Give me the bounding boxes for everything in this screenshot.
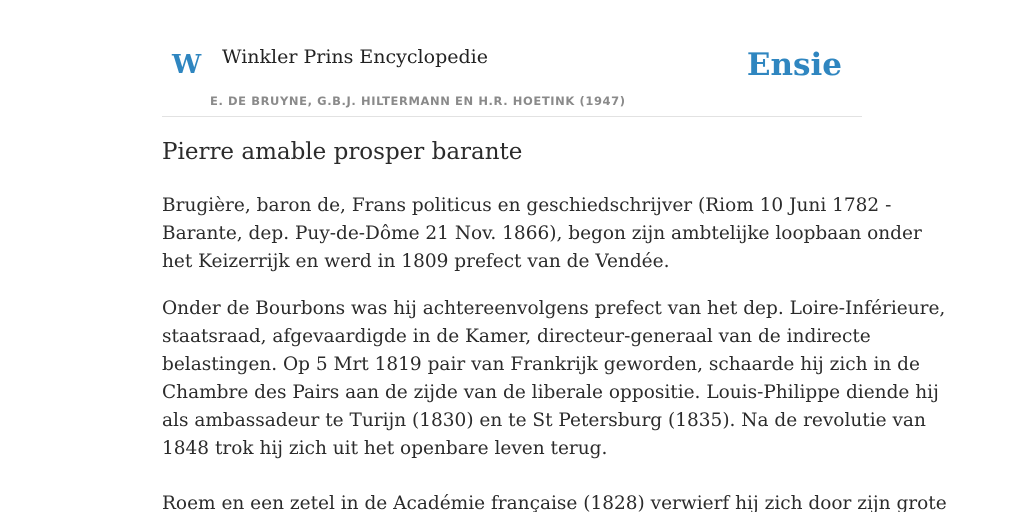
paragraph-line: Onder de Bourbons was hij achtereenvolgens prefect van het dep. Loire-Inférieure, (162, 298, 946, 319)
paragraph-line: Barante, dep. Puy-de-Dôme 21 Nov. 1866), begon zijn ambtelijke loopbaan onder (162, 223, 922, 244)
paragraph-line: 1848 trok hij zich uit het openbare leven terug. (162, 438, 608, 459)
article-paragraph-2 (162, 295, 946, 463)
ensie-brand-link[interactable]: Ensie (746, 47, 842, 83)
paragraph-line: Roem en een zetel in de Académie française (1828) verwierf hij zich door zijn grote (162, 493, 947, 512)
site-header (162, 0, 862, 117)
article-paragraph-3 (162, 490, 947, 512)
article-title: Pierre amable prosper barante (162, 139, 523, 165)
paragraph-line: Brugière, baron de, Frans politicus en geschiedschrijver (Riom 10 Juni 1782 - (162, 195, 892, 216)
paragraph-line: Chambre des Pairs aan de zijde van de liberale oppositie. Louis-Philippe diende hij (162, 382, 939, 403)
page (162, 0, 947, 512)
paragraph-line: als ambassadeur te Turijn (1830) en te St Petersburg (1835). Na de revolutie van (162, 410, 926, 431)
paragraph-line: staatsraad, afgevaardigde in de Kamer, directeur-generaal van de indirecte (162, 326, 871, 347)
paragraph-line: belastingen. Op 5 Mrt 1819 pair van Frankrijk geworden, schaarde hij zich in de (162, 354, 920, 375)
paragraph-line: het Keizerrijk en werd in 1809 prefect van de Vendée. (162, 251, 670, 272)
winkler-prins-logo-icon[interactable]: W (172, 50, 202, 80)
book-authors: E. DE BRUYNE, G.B.J. HILTERMANN EN H.R. HOETINK (1947) (210, 94, 626, 108)
book-title[interactable]: Winkler Prins Encyclopedie (222, 46, 488, 68)
article-paragraph-1 (162, 192, 922, 276)
